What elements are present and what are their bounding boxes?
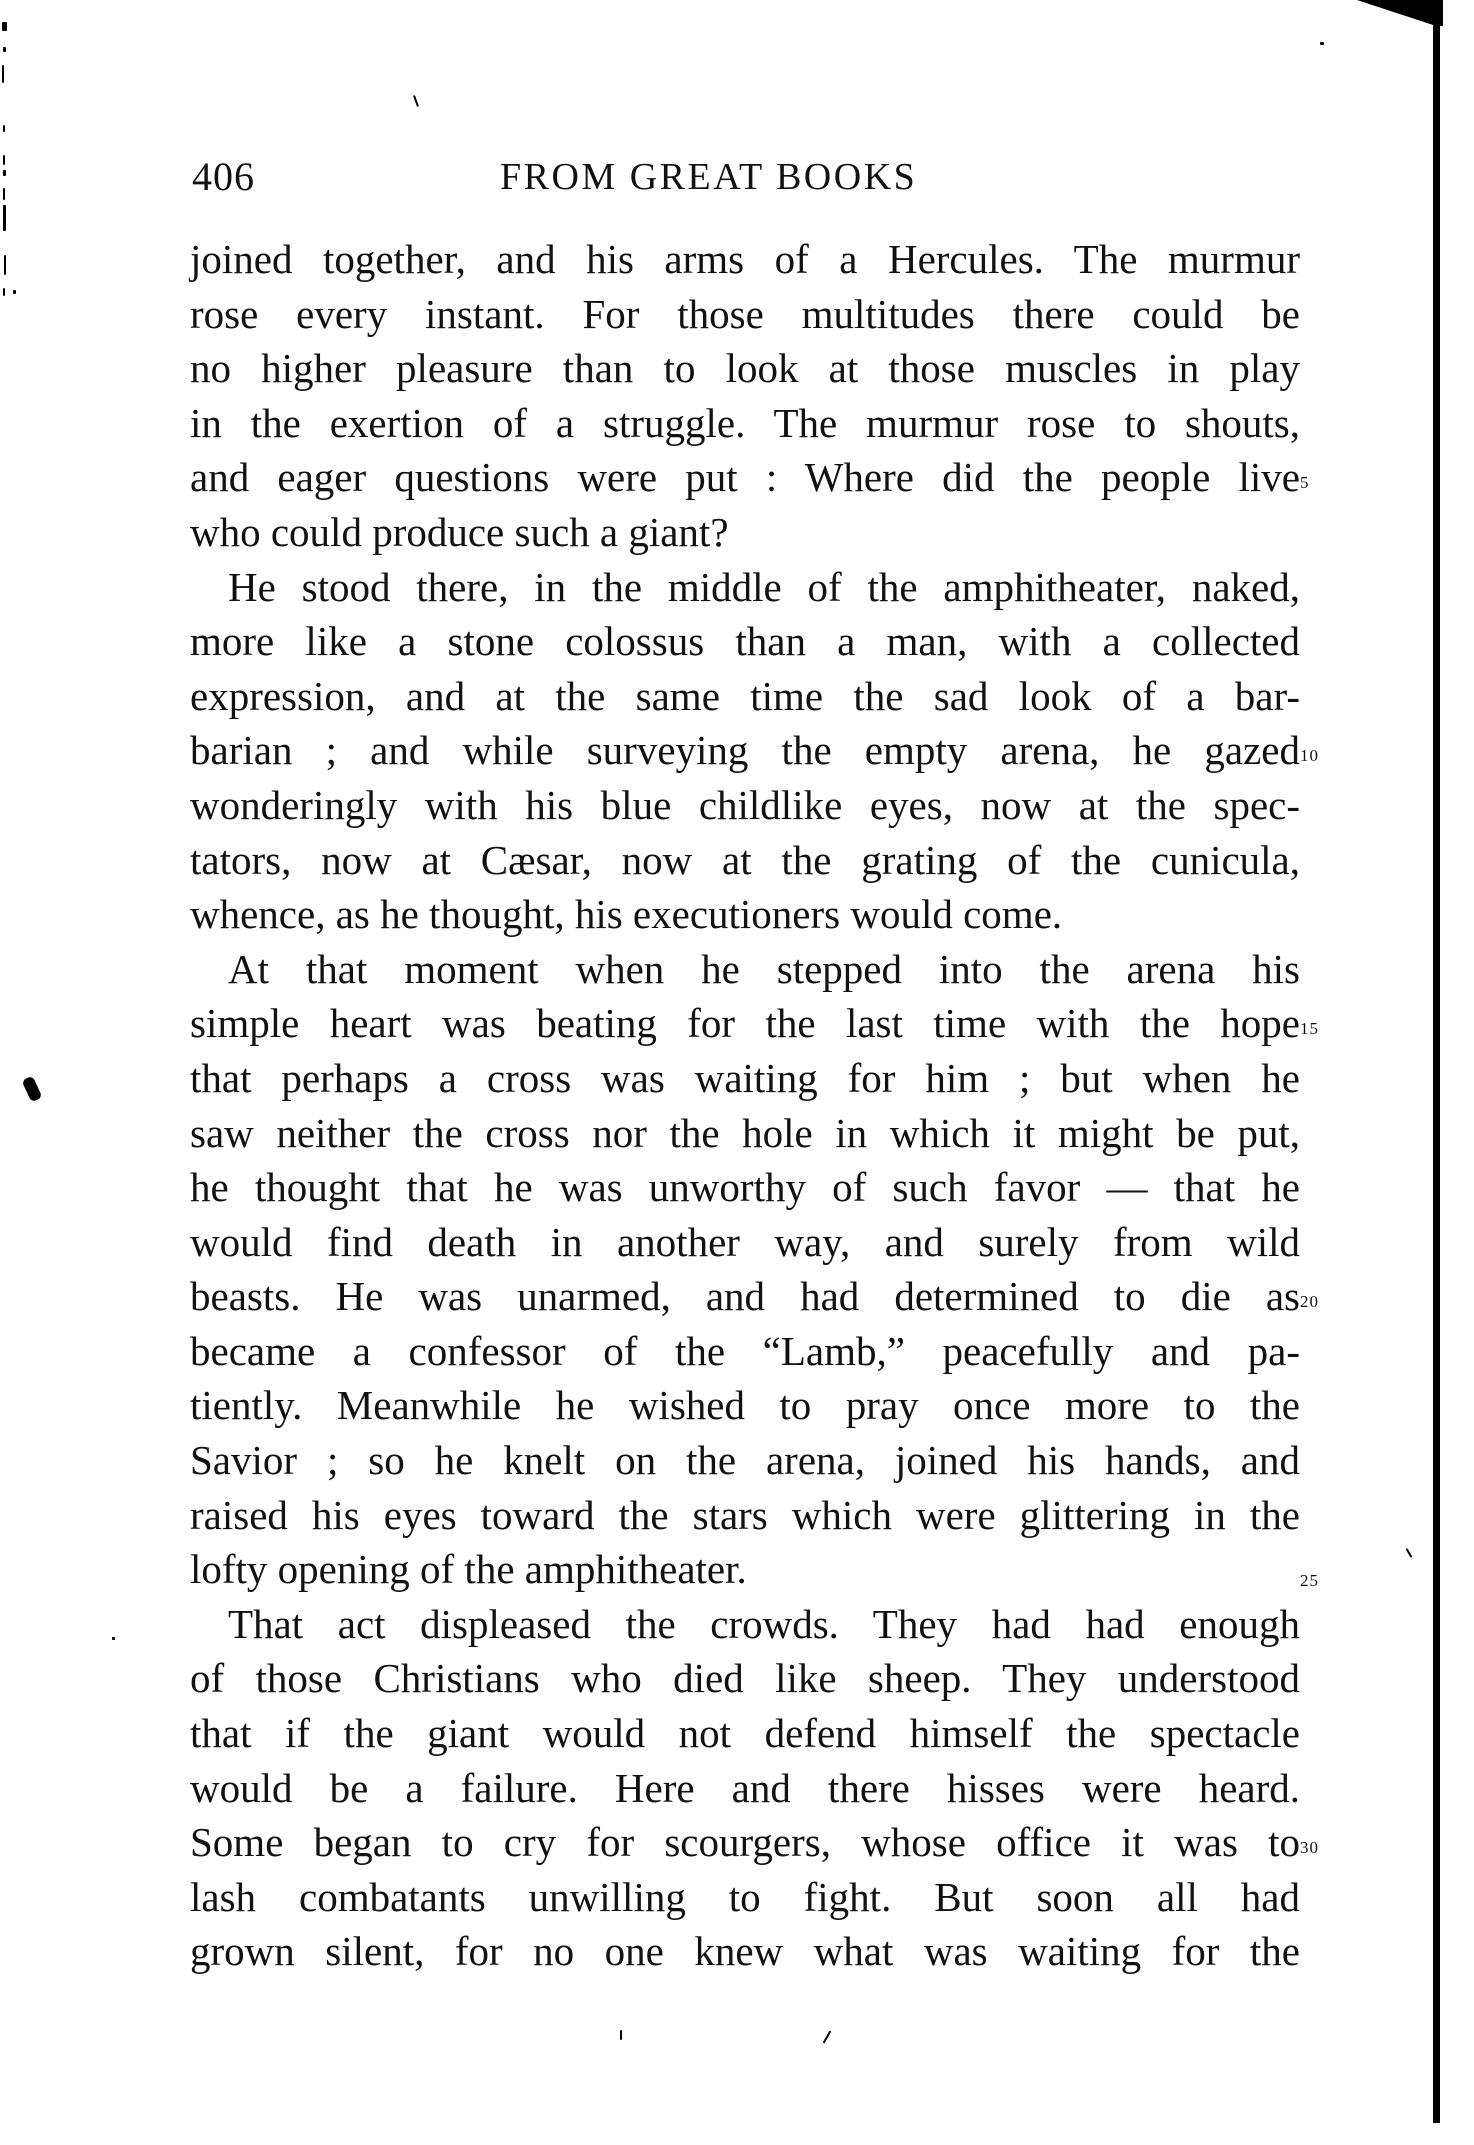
ink-blot — [21, 1076, 42, 1103]
text-line: raised his eyes toward the stars which were glittering in the — [190, 1491, 1300, 1538]
text-line: would be a failure. Here and there hisses were heard. — [190, 1764, 1300, 1811]
line-number-marker: 15 — [1300, 1019, 1319, 1039]
scan-speck — [1320, 42, 1324, 45]
text-line: simple heart was beating for the last time with the hope — [190, 1000, 1300, 1047]
text-line: Savior ; so he knelt on the arena, joined his hands, and — [190, 1437, 1300, 1484]
text-line: in the exertion of a struggle. The murmur rose to shouts, — [190, 399, 1300, 446]
page-number: 406 — [192, 154, 255, 199]
text-line: expression, and at the same time the sad look of a bar- — [190, 672, 1300, 719]
page-edge-shadow — [1357, 0, 1443, 26]
text-line: tators, now at Cæsar, now at the grating of the cunicula, — [190, 836, 1300, 883]
text-line: tiently. Meanwhile he wished to pray once more to the — [190, 1382, 1300, 1429]
text-line: would find death in another way, and surely from wild — [190, 1218, 1300, 1265]
running-head-title: FROM GREAT BOOKS — [500, 156, 918, 198]
text-line: grown silent, for no one knew what was waiting for the — [190, 1928, 1300, 1975]
line-number-marker: 10 — [1300, 746, 1319, 766]
text-line: lofty opening of the amphitheater. — [190, 1546, 747, 1593]
scan-speck — [620, 2030, 622, 2040]
text-line: more like a stone colossus than a man, with a collected — [190, 618, 1300, 665]
text-line: and eager questions were put : Where did the people live — [190, 454, 1300, 501]
scan-speck — [2, 22, 7, 31]
text-line: that perhaps a cross was waiting for him ; but when he — [190, 1054, 1300, 1101]
text-line: wonderingly with his blue childlike eyes, now at the spec- — [190, 781, 1300, 828]
scan-speck — [3, 125, 5, 132]
scan-speck — [2, 65, 4, 83]
scan-speck — [13, 290, 16, 294]
line-number-marker: 30 — [1300, 1838, 1319, 1858]
scan-speck — [3, 155, 5, 165]
page-header — [190, 152, 1300, 202]
text-line: of those Christians who died like sheep. They understood — [190, 1655, 1300, 1702]
text-line: lash combatants unwilling to fight. But soon all had — [190, 1873, 1300, 1920]
scan-speck — [3, 288, 5, 296]
text-line: beasts. He was unarmed, and had determined to die as — [190, 1273, 1300, 1320]
text-line: he thought that he was unworthy of such favor — that he — [190, 1164, 1300, 1211]
text-line: barian ; and while surveying the empty arena, he gazed — [190, 727, 1300, 774]
scan-speck — [112, 1637, 115, 1640]
text-line: Some began to cry for scourgers, whose office it was to — [190, 1819, 1300, 1866]
scan-speck — [1406, 1548, 1413, 1558]
text-line: joined together, and his arms of a Hercules. The murmur — [190, 236, 1300, 282]
scan-speck — [3, 47, 6, 52]
text-line: no higher pleasure than to look at those muscles in play — [190, 345, 1300, 392]
scan-speck — [3, 205, 6, 231]
text-line: At that moment when he stepped into the arena his — [228, 945, 1300, 992]
text-line: whence, as he thought, his executioners would come. — [190, 891, 1063, 938]
text-line: rose every instant. For those multitudes there could be — [190, 290, 1300, 337]
body-text — [190, 232, 1319, 1979]
text-line: became a confessor of the “Lamb,” peacefully and pa- — [190, 1327, 1300, 1374]
text-line: saw neither the cross nor the hole in which it might be put, — [190, 1109, 1300, 1156]
scan-speck — [4, 255, 6, 275]
page-binding-edge — [1433, 18, 1440, 2123]
scan-speck — [3, 188, 5, 200]
line-number-marker: 20 — [1300, 1292, 1319, 1312]
text-line: He stood there, in the middle of the amphitheater, naked, — [228, 563, 1300, 610]
scan-speck — [823, 2030, 832, 2043]
scan-speck — [413, 95, 419, 107]
line-number-marker: 5 — [1300, 473, 1310, 493]
line-number-marker: 25 — [1300, 1571, 1319, 1591]
text-line: who could produce such a giant? — [190, 508, 729, 555]
text-line: that if the giant would not defend himself the spectacle — [190, 1710, 1300, 1757]
scan-speck — [3, 170, 6, 176]
text-line: That act displeased the crowds. They had had enough — [228, 1600, 1300, 1647]
